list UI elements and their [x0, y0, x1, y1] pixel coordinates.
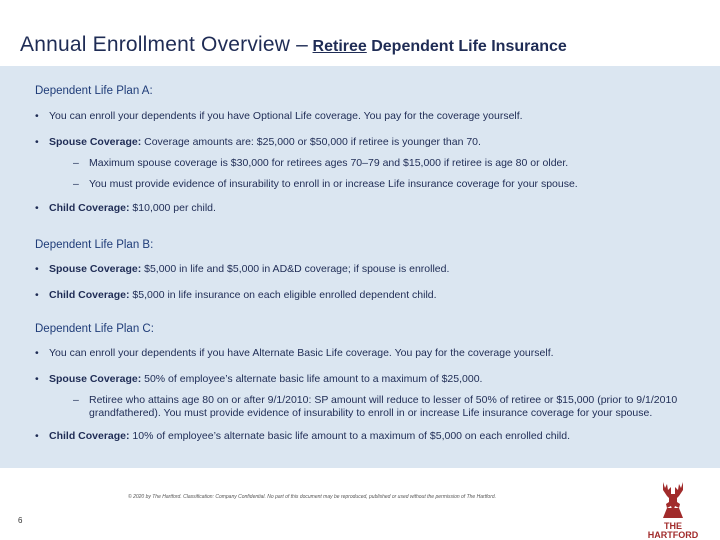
plan-c-child-text: 10% of employee’s alternate basic life amount to a maximum of $5,000 on each enrolled child. — [129, 430, 570, 442]
title-main: Annual Enrollment Overview – — [20, 33, 309, 56]
plan-c-bullet-spouse — [35, 373, 695, 386]
logo-line-1: THE — [664, 521, 682, 531]
title-subtitle — [313, 38, 567, 55]
plan-c-spouse-text: 50% of employee’s alternate basic life amount to a maximum of $25,000. — [141, 373, 483, 385]
logo-wordmark — [645, 522, 701, 540]
plan-a-sub-evidence: – You must provide evidence of insurability to enroll in or increase Life insurance coverage for your spouse. — [35, 178, 695, 191]
plan-c-heading: Dependent Life Plan C: — [35, 323, 154, 335]
plan-b-spouse-label: Spouse Coverage: — [49, 263, 142, 275]
plan-b-child-text: $5,000 in life insurance on each eligible enrolled dependent child. — [129, 289, 437, 301]
plan-a-bullet-spouse — [35, 136, 695, 149]
plan-a-heading: Dependent Life Plan A: — [35, 85, 153, 97]
page-title — [20, 33, 710, 57]
plan-a-bullet-child — [35, 202, 695, 215]
plan-a-spouse-label: Spouse Coverage: — [49, 136, 142, 148]
plan-c-bullet-child — [35, 430, 695, 443]
plan-c-spouse-label: Spouse Coverage: — [49, 373, 142, 385]
plan-b-bullet-child — [35, 289, 695, 302]
plan-a-sub-maximum: – Maximum spouse coverage is $30,000 for retirees ages 70–79 and $15,000 if retiree is age 80 or older. — [35, 157, 695, 170]
hartford-logo — [645, 478, 715, 540]
plan-a-child-text: $10,000 per child. — [129, 202, 216, 214]
plan-b-heading: Dependent Life Plan B: — [35, 239, 154, 251]
footer-copyright: © 2020 by The Hartford. Classification: Company Confidential. No part of this document may be reproduced, published or used without the permission of The Hartford. — [128, 494, 497, 500]
content-body — [35, 84, 695, 443]
plan-a-child-label: Child Coverage: — [49, 202, 130, 214]
plan-b-bullet-spouse — [35, 263, 695, 276]
title-subtitle-underlined: Retiree — [312, 38, 367, 55]
plan-a-bullet-enroll: • You can enroll your dependents if you have Optional Life coverage. You pay for the coverage yourself. — [35, 110, 695, 123]
plan-b-child-label: Child Coverage: — [49, 289, 130, 301]
page-number: 6 — [18, 516, 23, 525]
plan-c-bullet-enroll: • You can enroll your dependents if you have Alternate Basic Life coverage. You pay for the coverage yourself. — [35, 347, 695, 360]
plan-c-child-label: Child Coverage: — [49, 430, 130, 442]
plan-a-spouse-text: Coverage amounts are: $25,000 or $50,000 if retiree is younger than 70. — [141, 136, 481, 148]
logo-line-2: HARTFORD — [647, 530, 699, 540]
stag-icon — [645, 478, 701, 522]
title-subtitle-rest: Dependent Life Insurance — [366, 38, 567, 55]
plan-b-spouse-text: $5,000 in life and $5,000 in AD&D coverage; if spouse is enrolled. — [141, 263, 450, 275]
plan-c-sub-retiree-80: – Retiree who attains age 80 on or after 9/1/2010: SP amount will reduce to lesser of 50% of retiree or $15,000 (prior to 9/1/2010 grandfathered). You must provide evidence of insurability to enroll in or increase Life insurance coverage for your spouse. — [35, 394, 689, 420]
